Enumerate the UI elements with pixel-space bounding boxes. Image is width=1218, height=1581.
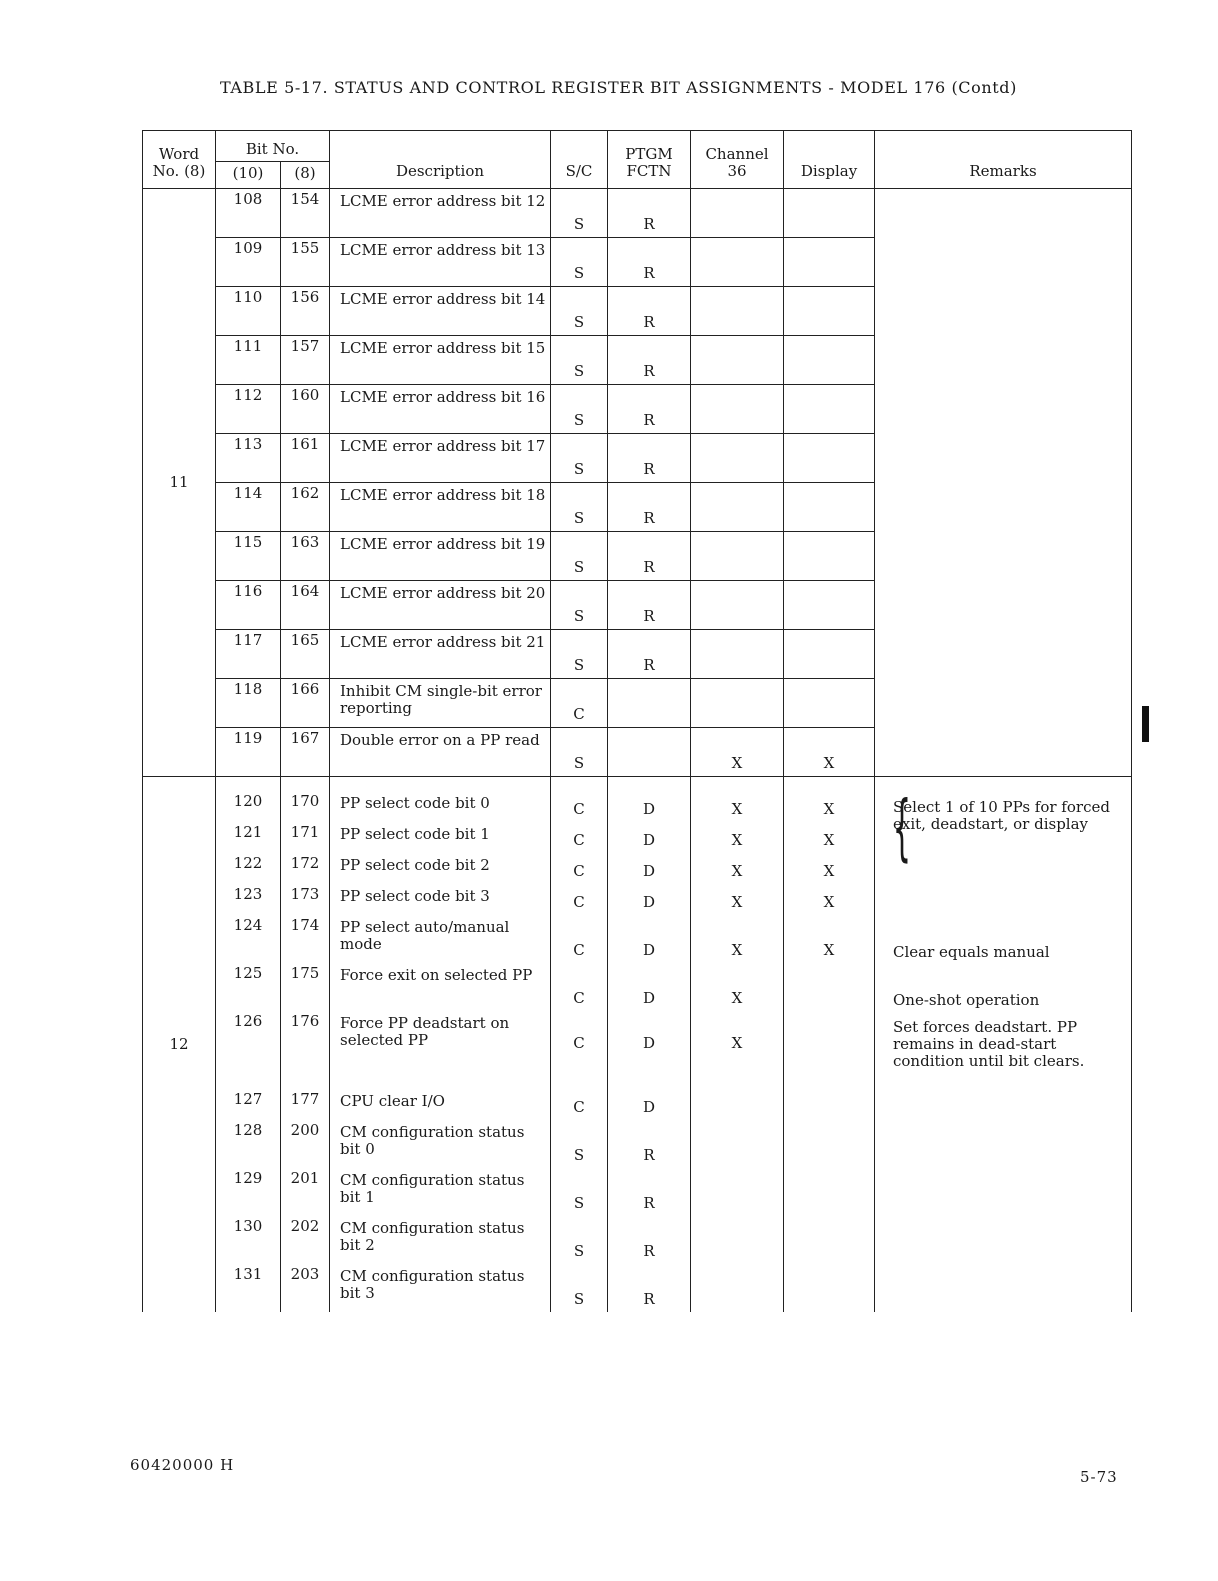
display-value [784,238,875,287]
word-number: 11 [143,189,216,777]
channel-value [691,1264,784,1312]
col-word-no: Word No. (8) [143,131,216,189]
sc-value: S [551,581,608,630]
remark-pp-select: Select 1 of 10 PPs for forced exit, deadstart, or display [893,798,1110,833]
display-value [784,532,875,581]
ptgm-value: D [608,915,691,963]
change-bar [1142,706,1149,742]
ptgm-value: D [608,963,691,1011]
bit-dec: 118 [216,679,281,728]
bit-oct: 170 [281,777,330,823]
channel-value: X [691,963,784,1011]
display-value: X [784,853,875,884]
ptgm-value: R [608,385,691,434]
bit-description: CM configuration status bit 2 [330,1216,551,1264]
bit-oct: 172 [281,853,330,884]
ptgm-value: R [608,1120,691,1168]
channel-value [691,1089,784,1120]
channel-value: X [691,915,784,963]
display-value [784,287,875,336]
display-value: X [784,884,875,915]
table-title: TABLE 5-17. STATUS AND CONTROL REGISTER BIT ASSIGNMENTS - MODEL 176 (Contd) [220,78,1017,97]
bit-description: CM configuration status bit 3 [330,1264,551,1312]
bit-dec: 131 [216,1264,281,1312]
bit-oct: 166 [281,679,330,728]
channel-value [691,238,784,287]
ptgm-value: R [608,1264,691,1312]
channel-value [691,581,784,630]
display-value [784,189,875,238]
display-value [784,1011,875,1089]
bit-dec: 130 [216,1216,281,1264]
bit-oct: 171 [281,822,330,853]
bit-dec: 120 [216,777,281,823]
sc-value: C [551,679,608,728]
channel-value [691,434,784,483]
bit-description: LCME error address bit 20 [330,581,551,630]
display-value [784,385,875,434]
bit-dec: 128 [216,1120,281,1168]
bit-dec: 121 [216,822,281,853]
ptgm-value: R [608,483,691,532]
display-value: X [784,822,875,853]
sc-value: S [551,728,608,777]
ptgm-value: R [608,1216,691,1264]
bit-dec: 127 [216,1089,281,1120]
ptgm-value: R [608,336,691,385]
channel-value: X [691,853,784,884]
bit-description: LCME error address bit 19 [330,532,551,581]
sc-value: S [551,238,608,287]
col-ptgm: PTGM FCTN [608,131,691,189]
sc-value: S [551,336,608,385]
bit-oct: 156 [281,287,330,336]
channel-value: X [691,777,784,823]
table-row [143,915,1132,963]
table-row [143,777,1132,823]
channel-value [691,189,784,238]
remarks-cell [875,1089,1132,1312]
bit-description: PP select code bit 2 [330,853,551,884]
bit-dec: 126 [216,1011,281,1089]
col-bit-dec: (10) [216,162,281,189]
sc-value: C [551,1089,608,1120]
bit-dec: 112 [216,385,281,434]
bit-dec: 113 [216,434,281,483]
display-value [784,483,875,532]
bit-dec: 122 [216,853,281,884]
channel-value [691,630,784,679]
bit-dec: 108 [216,189,281,238]
sc-value: C [551,1011,608,1089]
bit-dec: 109 [216,238,281,287]
col-description: Description [330,131,551,189]
display-value [784,963,875,1011]
bit-description: Force exit on selected PP [330,963,551,1011]
bit-dec: 124 [216,915,281,963]
bit-description: PP select code bit 1 [330,822,551,853]
sc-value: S [551,1216,608,1264]
bit-description: LCME error address bit 21 [330,630,551,679]
page-number: 5-73 [1080,1468,1118,1486]
ptgm-value: R [608,434,691,483]
ptgm-value: D [608,853,691,884]
bit-oct: 202 [281,1216,330,1264]
word-number: 12 [143,777,216,1313]
bit-oct: 175 [281,963,330,1011]
ptgm-value: R [608,238,691,287]
bit-description: Double error on a PP read [330,728,551,777]
ptgm-value: R [608,189,691,238]
bit-dec: 125 [216,963,281,1011]
table-row [143,1089,1132,1120]
remark-auto-manual: Clear equals manual [875,915,1132,963]
display-value [784,581,875,630]
ptgm-value: D [608,884,691,915]
bit-dec: 116 [216,581,281,630]
sc-value: S [551,1264,608,1312]
bit-description: LCME error address bit 17 [330,434,551,483]
sc-value: S [551,483,608,532]
bit-oct: 164 [281,581,330,630]
ptgm-value: D [608,1089,691,1120]
channel-value [691,336,784,385]
channel-value [691,532,784,581]
bit-oct: 201 [281,1168,330,1216]
bit-description: LCME error address bit 13 [330,238,551,287]
bit-description: LCME error address bit 15 [330,336,551,385]
bit-oct: 157 [281,336,330,385]
ptgm-value: D [608,822,691,853]
bit-dec: 114 [216,483,281,532]
bit-oct: 174 [281,915,330,963]
bit-oct: 173 [281,884,330,915]
bit-oct: 161 [281,434,330,483]
sc-value: S [551,385,608,434]
bit-oct: 154 [281,189,330,238]
bit-dec: 117 [216,630,281,679]
sc-value: C [551,853,608,884]
bit-description: Force PP deadstart on selected PP [330,1011,551,1089]
bit-dec: 129 [216,1168,281,1216]
bit-description: LCME error address bit 12 [330,189,551,238]
channel-value [691,1168,784,1216]
display-value [784,336,875,385]
channel-value [691,1216,784,1264]
sc-value: S [551,630,608,679]
brace-icon: { [892,785,912,869]
display-value [784,1089,875,1120]
bit-oct: 165 [281,630,330,679]
bit-oct: 167 [281,728,330,777]
bit-description: CM configuration status bit 0 [330,1120,551,1168]
col-channel: Channel 36 [691,131,784,189]
remarks-cell [875,189,1132,777]
bit-description: CPU clear I/O [330,1089,551,1120]
display-value [784,1216,875,1264]
bit-description: LCME error address bit 18 [330,483,551,532]
display-value [784,630,875,679]
bit-description: LCME error address bit 14 [330,287,551,336]
col-sc: S/C [551,131,608,189]
ptgm-value [608,728,691,777]
ptgm-value: R [608,287,691,336]
table-row [143,963,1132,1011]
table-row [143,1011,1132,1089]
ptgm-value: R [608,581,691,630]
sc-value: S [551,189,608,238]
register-table [142,130,1132,1312]
sc-value: S [551,1168,608,1216]
sc-value: C [551,822,608,853]
display-value [784,1168,875,1216]
channel-value [691,1120,784,1168]
bit-oct: 163 [281,532,330,581]
display-value [784,679,875,728]
col-bit-no: Bit No. [216,131,330,162]
bit-description: CM configuration status bit 1 [330,1168,551,1216]
bit-dec: 115 [216,532,281,581]
channel-value: X [691,822,784,853]
col-remarks: Remarks [875,131,1132,189]
remark-force-exit: One-shot operation [875,963,1132,1011]
bit-oct: 155 [281,238,330,287]
ptgm-value [608,679,691,728]
display-value: X [784,728,875,777]
col-bit-oct: (8) [281,162,330,189]
word-12-group [143,777,1132,1313]
sc-value: C [551,777,608,823]
ptgm-value: R [608,1168,691,1216]
display-value: X [784,777,875,823]
sc-value: C [551,915,608,963]
bit-oct: 176 [281,1011,330,1089]
display-value [784,434,875,483]
ptgm-value: D [608,1011,691,1089]
sc-value: S [551,1120,608,1168]
sc-value: S [551,532,608,581]
remarks-cell [875,777,1132,916]
bit-description: PP select code bit 0 [330,777,551,823]
bit-oct: 177 [281,1089,330,1120]
remark-deadstart: Set forces deadstart. PP remains in dead-start condition until bit clears. [875,1011,1132,1089]
bit-dec: 111 [216,336,281,385]
table-row [143,189,1132,238]
ptgm-value: D [608,777,691,823]
channel-value [691,287,784,336]
document-number: 60420000 H [130,1456,235,1474]
display-value: X [784,915,875,963]
col-display: Display [784,131,875,189]
channel-value [691,385,784,434]
display-value [784,1264,875,1312]
sc-value: S [551,287,608,336]
bit-oct: 200 [281,1120,330,1168]
bit-dec: 110 [216,287,281,336]
channel-value: X [691,884,784,915]
ptgm-value: R [608,630,691,679]
ptgm-value: R [608,532,691,581]
channel-value [691,483,784,532]
bit-description: PP select auto/manual mode [330,915,551,963]
bit-description: Inhibit CM single-bit error reporting [330,679,551,728]
sc-value: C [551,884,608,915]
bit-oct: 162 [281,483,330,532]
channel-value: X [691,1011,784,1089]
bit-description: LCME error address bit 16 [330,385,551,434]
channel-value: X [691,728,784,777]
display-value [784,1120,875,1168]
bit-description: PP select code bit 3 [330,884,551,915]
channel-value [691,679,784,728]
sc-value: C [551,963,608,1011]
bit-dec: 123 [216,884,281,915]
word-11-group [143,189,1132,777]
bit-dec: 119 [216,728,281,777]
sc-value: S [551,434,608,483]
bit-oct: 160 [281,385,330,434]
bit-oct: 203 [281,1264,330,1312]
